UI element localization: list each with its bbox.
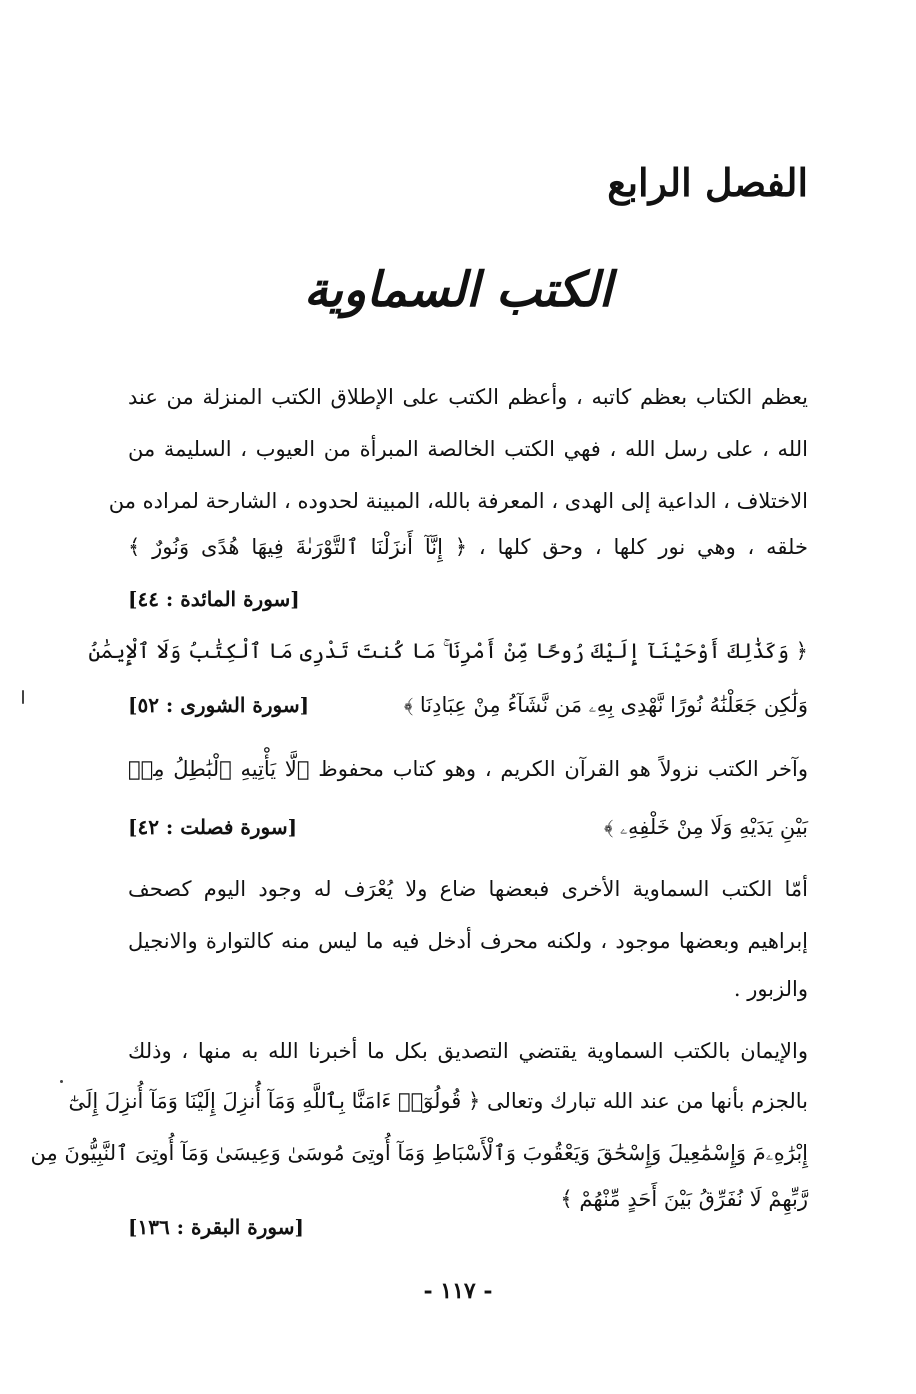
surah-reference: [سورة المائدة : ٤٤] <box>128 587 300 611</box>
text-line: أمّا الكتب السماوية الأخرى فبعضها ضاع ولا يُعْرَف له وجود اليوم كصحف <box>128 877 808 901</box>
text-line: بالجزم بأنها من عند الله تبارك وتعالى ﴿ قُولُوٓا۟ ءَامَنَّا بِٱللَّهِ وَمَآ أُنزِلَ إِلَيْنَا وَمَآ أُنزِلَ إِلَىٰٓ <box>68 1089 808 1113</box>
text-line: إبراهيم وبعضها موجود ، ولكنه محرف أدخل فيه ما ليس منه كالتوارة والانجيل <box>128 929 808 953</box>
text-line: يعظم الكتاب بعظم كاتبه ، وأعظم الكتب على الإطلاق الكتب المنزلة من عند <box>128 385 808 409</box>
verse-line: رَّبِّهِمْ لَا نُفَرِّقُ بَيْنَ أَحَدٍ مِّنْهُمْ ﴾ <box>560 1187 808 1211</box>
verse-line: ﴿ وَكَذَٰلِكَ أَوْحَيْنَآ إِلَيْكَ رُوحًا مِّنْ أَمْرِنَا ۚ مَا كُنتَ تَدْرِى مَا ٱلْكِتَٰبُ وَلَا ٱلْإِيمَٰنُ <box>88 639 808 663</box>
page-number: - ١١٧ - <box>423 1278 493 1304</box>
text-line: بَيْنِ يَدَيْهِ وَلَا مِنْ خَلْفِهِۦ ﴾ <box>604 815 808 839</box>
text-line: والإيمان بالكتب السماوية يقتضي التصديق بكل ما أخبرنا الله به منها ، وذلك <box>128 1039 808 1063</box>
surah-reference: [سورة الشورى : ٥٢] <box>128 693 310 717</box>
surah-reference: [سورة فصلت : ٤٢] <box>128 815 298 839</box>
scan-mark <box>22 690 24 704</box>
verse-line: إِبْرَٰهِۦمَ وَإِسْمَٰعِيلَ وَإِسْحَٰقَ وَيَعْقُوبَ وَٱلْأَسْبَاطِ وَمَآ أُوتِىَ مُوسَىٰ وَعِيسَىٰ وَمَآ أُوتِىَ ٱلنَّبِيُّونَ مِن <box>30 1141 808 1165</box>
text-line: خلقه ، وهي نور كلها ، وحق كلها ، ﴿ إِنَّآ أَنزَلْنَا ٱلتَّوْرَىٰةَ فِيهَا هُدًى وَنُورٌ ﴾ <box>128 535 808 559</box>
text-line: الاختلاف ، الداعية إلى الهدى ، المعرفة بالله، المبينة لحدوده ، الشارحة لمراده من <box>108 489 808 513</box>
text-line: وآخر الكتب نزولاً هو القرآن الكريم ، وهو كتاب محفوظ ﴿لَّا يَأْتِيهِ ٱلْبَٰطِلُ مِنۢ <box>128 757 808 781</box>
chapter-heading: الفصل الرابع <box>607 160 808 205</box>
text-line: والزبور . <box>733 977 808 1001</box>
surah-reference: [سورة البقرة : ١٣٦] <box>128 1215 304 1239</box>
text-line: الله ، على رسل الله ، فهي الكتب الخالصة المبرأة من العيوب ، السليمة من <box>128 437 808 461</box>
verse-line: وَلَٰكِن جَعَلْنَٰهُ نُورًا نَّهْدِى بِهِۦ مَن نَّشَآءُ مِنْ عِبَادِنَا ﴾ <box>403 693 808 717</box>
scan-speck <box>60 1080 63 1083</box>
chapter-title: الكتب السماوية <box>303 262 613 318</box>
